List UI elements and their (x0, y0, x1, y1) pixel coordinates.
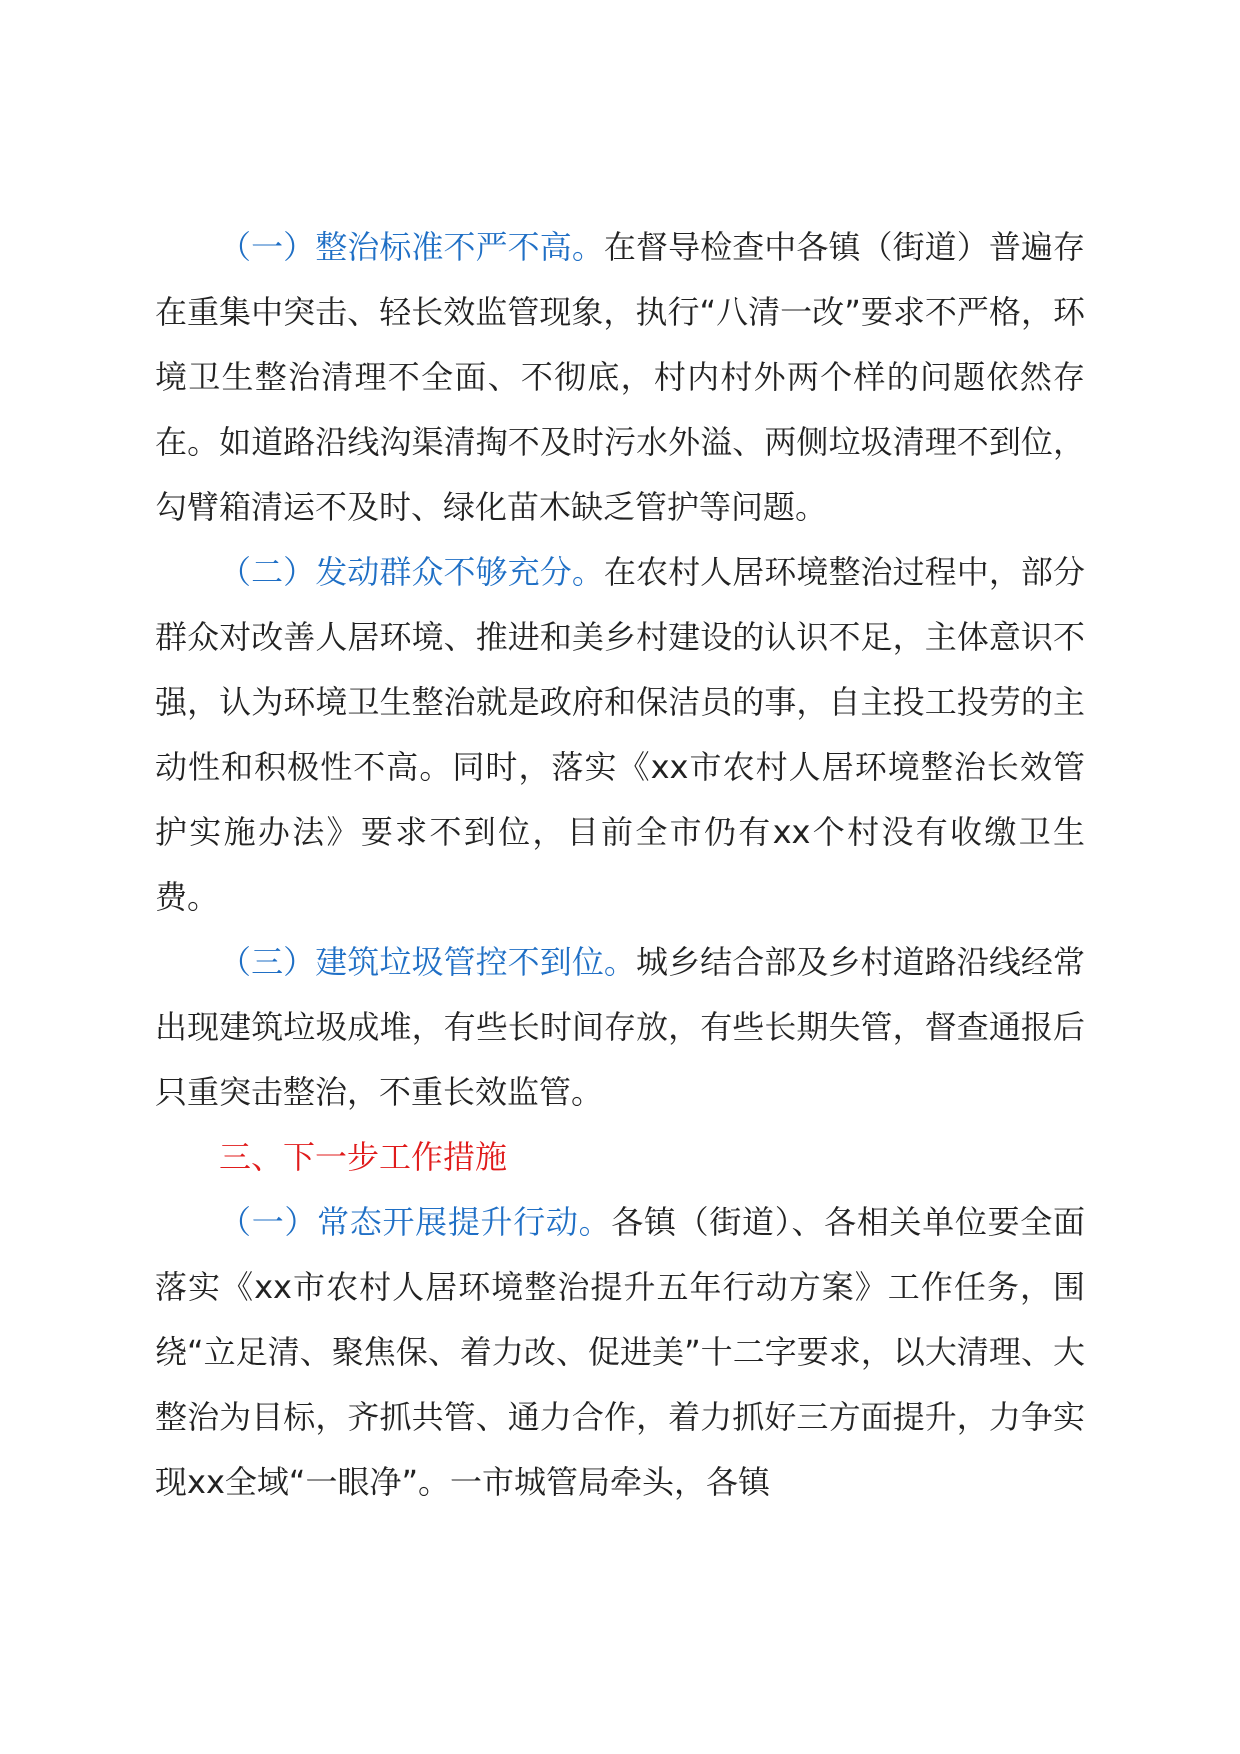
subheading-improvement-action: （一）常态开展提升行动。 (219, 1203, 612, 1241)
problem-paragraph-2 (155, 540, 1085, 930)
problem-paragraph-1 (155, 215, 1085, 540)
section-heading: 三、下一步工作措施 (219, 1138, 508, 1176)
problem-paragraph-3 (155, 930, 1085, 1125)
measure-paragraph-1 (155, 1190, 1085, 1515)
subheading-construction-waste: （三）建筑垃圾管控不到位。 (219, 943, 636, 981)
paragraph-text: 各镇（街道）、各相关单位要全面落实《xx市农村人居环境整治提升五年行动方案》工作任务，围绕“立足清、聚焦保、着力改、促进美”十二字要求，以大清理、大整治为目标，齐抓共管、通力合作，着力抓好三方面提升，力争实现xx全域“一眼净”。一市城管局牵头，各镇 (155, 1203, 1085, 1501)
paragraph-text: 在督导检查中各镇（街道）普遍存在重集中突击、轻长效监管现象，执行“八清一改”要求不严格，环境卫生整治清理不全面、不彻底，村内村外两个样的问题依然存在。如道路沿线沟渠清掏不及时污水外溢、两侧垃圾清理不到位，勾臂箱清运不及时、绿化苗木缺乏管护等问题。 (155, 228, 1085, 526)
paragraph-text: 在农村人居环境整治过程中，部分群众对改善人居环境、推进和美乡村建设的认识不足，主体意识不强，认为环境卫生整治就是政府和保洁员的事，自主投工投劳的主动性和积极性不高。同时，落实《xx市农村人居环境整治长效管护实施办法》要求不到位，目前全市仍有xx个村没有收缴卫生费。 (155, 553, 1085, 916)
document-body (155, 215, 1085, 1515)
subheading-standards: （一）整治标准不严不高。 (219, 228, 604, 266)
paragraph-text: 城乡结合部及乡村道路沿线经常出现建筑垃圾成堆，有些长时间存放，有些长期失管，督查通报后只重突击整治，不重长效监管。 (155, 943, 1085, 1111)
subheading-mobilization: （二）发动群众不够充分。 (219, 553, 604, 591)
